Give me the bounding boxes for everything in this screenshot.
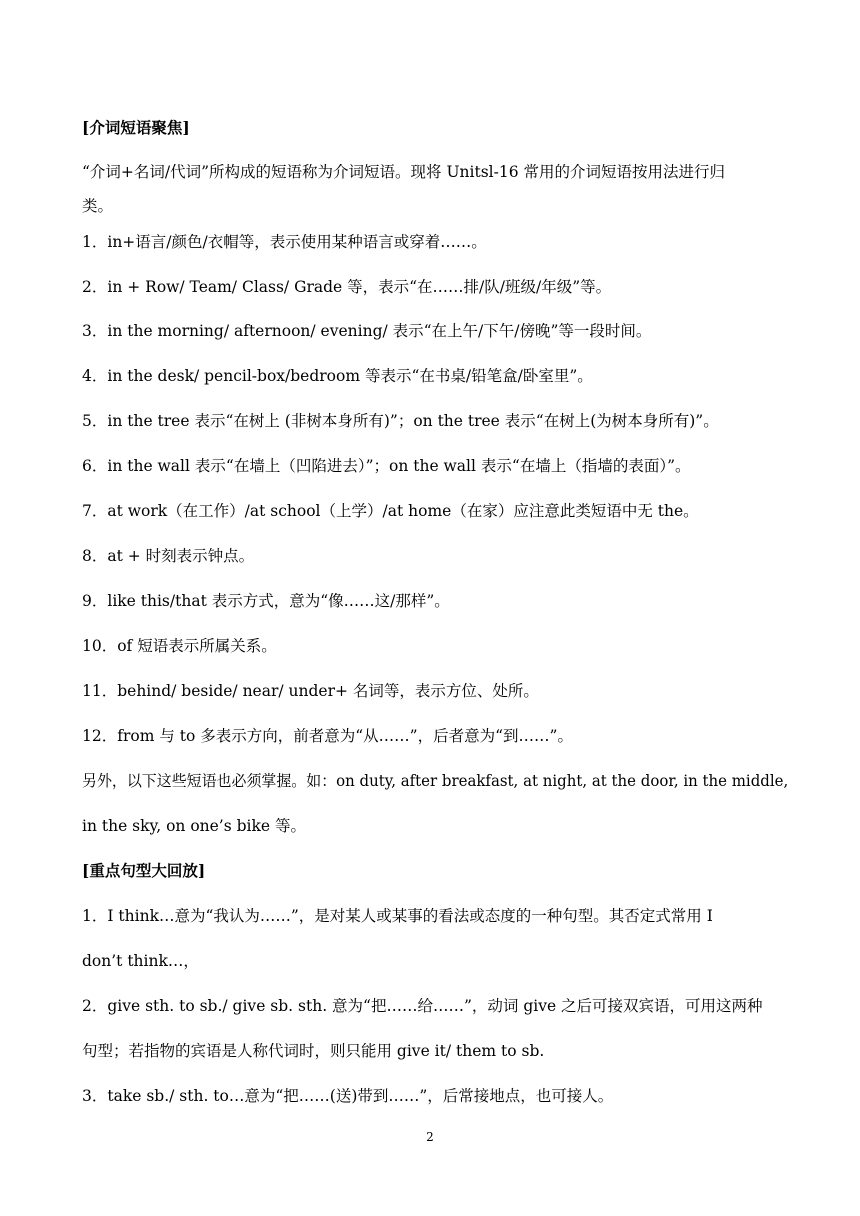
- intro-paragraph-line-1: “介词+名词/代词”所构成的短语称为介词短语。现将 Unitsl-16 常用的介词短语按用法进行归: [82, 163, 726, 181]
- list-item: 9．like this/that 表示方式，意为“像……这/那样”。: [82, 592, 450, 610]
- sentence-item-2-line-2: 句型；若指物的宾语是人称代词时，则只能用 give it/ them to sb.: [82, 1042, 545, 1060]
- extra-phrases-line-1: 另外，以下这些短语也必须掌握。如：on duty, after breakfast, at night, at the door, in the middle,: [82, 772, 789, 790]
- intro-paragraph-line-2: 类。: [82, 197, 114, 215]
- list-item: 11．behind/ beside/ near/ under+ 名词等，表示方位、处所。: [82, 682, 539, 700]
- list-item: 7．at work（在工作）/at school（上学）/at home（在家）应注意此类短语中无 the。: [82, 502, 699, 520]
- list-item: 5．in the tree 表示“在树上 (非树本身所有)”；on the tree 表示“在树上(为树本身所有)”。: [82, 412, 719, 430]
- section-heading-prepositional-phrases: [介词短语聚焦]: [82, 118, 190, 137]
- page-number: 2: [426, 1130, 434, 1144]
- list-item: 8．at + 时刻表示钟点。: [82, 547, 255, 565]
- sentence-item-1-line-1: 1．I think…意为“我认为……”，是对某人或某事的看法或态度的一种句型。其否定式常用 I: [82, 907, 713, 925]
- list-item: 12．from 与 to 多表示方向，前者意为“从……”，后者意为“到……”。: [82, 727, 573, 745]
- list-item: 1．in+语言/颜色/衣帽等，表示使用某种语言或穿着……。: [82, 233, 487, 251]
- list-item: 3．in the morning/ afternoon/ evening/ 表示“在上午/下午/傍晚”等一段时间。: [82, 322, 652, 340]
- sentence-item-3-line-1: 3．take sb./ sth. to…意为“把……(送)带到……”，后常接地点，也可接人。: [82, 1087, 614, 1105]
- sentence-item-1-line-2: don’t think…，: [82, 952, 199, 970]
- list-item: 10．of 短语表示所属关系。: [82, 637, 277, 655]
- sentence-item-2-line-1: 2．give sth. to sb./ give sb. sth. 意为“把……给……”，动词 give 之后可接双宾语，可用这两种: [82, 997, 763, 1015]
- list-item: 2．in + Row/ Team/ Class/ Grade 等，表示“在……排/队/班级/年级”等。: [82, 278, 612, 296]
- extra-phrases-line-2: in the sky, on one’s bike 等。: [82, 817, 306, 835]
- section-heading-key-sentences: [重点句型大回放]: [82, 861, 206, 880]
- list-item: 6．in the wall 表示“在墙上（凹陷进去）”；on the wall 表示“在墙上（指墙的表面）”。: [82, 457, 691, 475]
- list-item: 4．in the desk/ pencil-box/bedroom 等表示“在书桌/铅笔盒/卧室里”。: [82, 367, 593, 385]
